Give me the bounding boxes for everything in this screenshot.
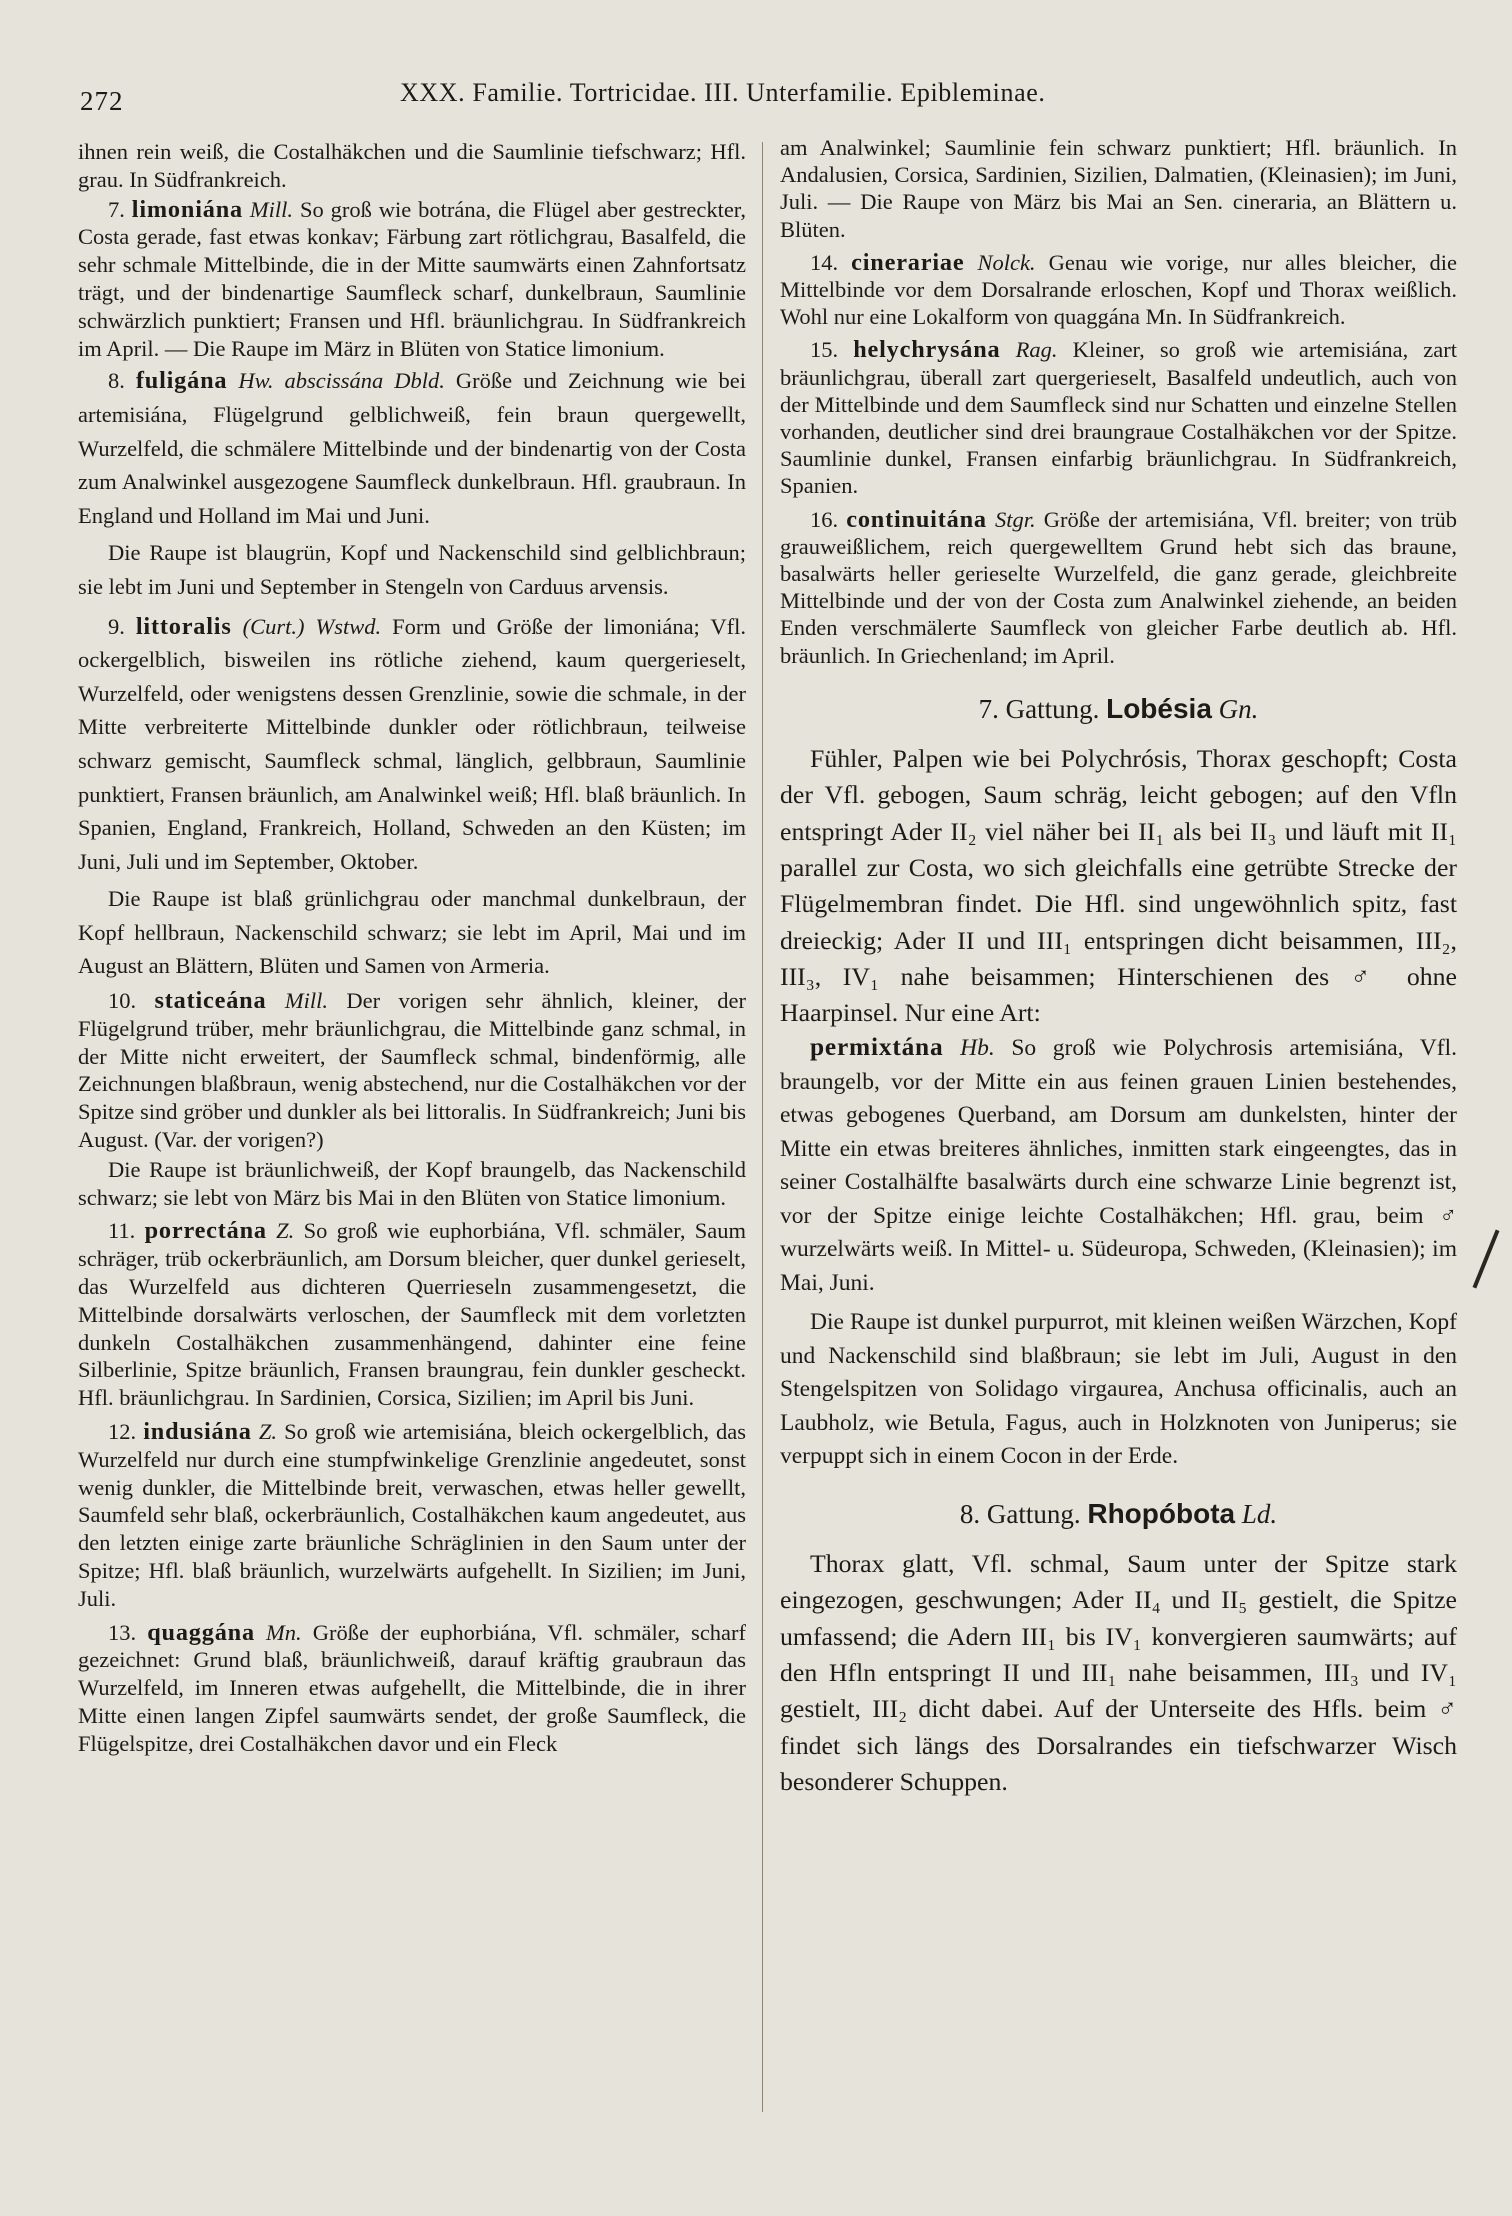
page-header: [80, 72, 1140, 118]
larva-paragraph: Die Raupe ist dunkel purpurrot, mit kleinen weißen Wärzchen, Kopf und Nackenschild sind blaßbraun; sie lebt im Juli, August in den Stengelspitzen von Solidago virgaurea, Anchusa officinalis, auch an Laubholz, wie Betula, Fagus, auch in Holzknoten von Juniperus; sie verpuppt sich in einem Cocon in der Erde.: [780, 1309, 1457, 1470]
left-column: [78, 138, 746, 2138]
species-name: quaggána: [147, 1618, 255, 1646]
species-name: cinerariae: [851, 248, 965, 276]
species-author: Hw. abscissána Dbld.: [238, 368, 445, 394]
entry-paragraph: ihnen rein weiß, die Costalhäkchen und die Saumlinie tiefschwarz; Hfl. grau. In Südfrankreich.: [78, 139, 746, 192]
species-name: continuitána: [846, 505, 987, 533]
species-author: Z.: [276, 1218, 295, 1244]
species-entry: 7. limoniána Mill. So groß wie botrána, die Flügel aber gestreckter, Costa gerade, fast etwas konkav; Färbung zart rötlichgrau, Basalfeld, die sehr schmale Mittelbinde, die in der Mitte saumwärts einen Zahnfortsatz trägt, und der bindenartige Saumfleck scharf, dunkelbraun, Saumlinie schwärzlich punktiert; Fransen und Hfl. bräunlichgrau. In Südfrankreich im April. — Die Raupe im März in Blüten von Statice limonium.: [78, 195, 746, 361]
species-author: Stgr.: [994, 506, 1036, 532]
species-entry: 15. helychrysána Rag. Kleiner, so groß wie artemisiána, zart bräunlichgrau, überall zart quergerieselt, Basalfeld undeutlich, auch von der Mittelbinde und dem Saumfleck sind nur Schatten und einzelne Stellen vorhanden, deutlicher sind drei braungraue Costalhäkchen vor der Spitze. Saumlinie dunkel, Fransen einfarbig bräunlichgrau. In Südfrankreich, Spanien.: [780, 336, 1457, 499]
right-column: [780, 134, 1457, 2134]
column-divider: [762, 142, 763, 2112]
species-name: indusiána: [143, 1418, 252, 1446]
species-author: Rag.: [1015, 337, 1058, 363]
genus-description: Fühler, Palpen wie bei Polychrósis, Thorax geschopft; Costa der Vfl. gebogen, Saum schräg, leicht gebogen; auf den Vfln entspringt Ader II₂ viel näher bei II₁ als bei II₃ und läuft mit II₁ parallel zur Costa, wo sich gleichfalls eine getrübte Strecke der Flügelmembran findet. Die Hfl. sind ungewöhnlich spitz, fast dreieckig; Ader II und III₁ entspringen dicht beisammen, III₂, III₃, IV₁ nahe beisammen; Hinterschienen des ♂ ohne Haarpinsel. Nur eine Art:: [780, 744, 1457, 1028]
genus-description: Thorax glatt, Vfl. schmal, Saum unter der Spitze stark eingezogen, geschwungen; Ader II₄ und II₅ gestielt, die Spitze umfassend; die Adern III₁ bis IV₁ konvergieren saumwärts; auf den Hfln entspringt II und III₁ nahe beisammen, III₃ und IV₁ gestielt, III₂ dicht dabei. Auf der Unterseite des Hfls. beim ♂ findet sich längs des Dorsalrandes ein tiefschwarzer Wisch besonderer Schuppen.: [780, 1549, 1457, 1796]
species-author: Mill.: [249, 196, 294, 222]
running-head: XXX. Familie. Tortricidae. III. Unterfamilie. Epibleminae.: [400, 78, 1046, 107]
species-entry: 8. fuligána Hw. abscissána Dbld. Größe und Zeichnung wie bei artemisiána, Flügelgrund gelblichweiß, fein braun quergewellt, Wurzelfeld, die schmälere Mittelbinde und der bindenartig von der Costa zum Analwinkel ausgezogene Saumfleck dunkelbraun. Hfl. graubraun. In England und Holland im Mai und Juni.: [78, 367, 746, 528]
species-entry: 13. quaggána Mn. Größe der euphorbiána, Vfl. schmäler, scharf gezeichnet: Grund blaß, bräunlichweiß, darauf kräftig graubraun das Wurzelfeld, im Inneren etwas aufgehellt, die Mittelbinde, die in ihrer Mitte einen langen Zipfel saumwärts sendet, der große Saumfleck, die Flügelspitze, drei Costalhäkchen davor und ein Fleck: [78, 1618, 746, 1756]
species-author: Mn.: [266, 1619, 302, 1645]
species-entry: permixtána Hb. So groß wie Polychrosis artemisiána, Vfl. braungelb, vor der Mitte ein aus feinen grauen Linien bestehendes, etwas gebogenes Querband, am Dorsum am dunkelsten, hinter der Mitte ein etwas breiteres ähnliches, inmitten stark eingeengtes, das in seiner Costalhälfte basalwärts durch eine schwarze Linie begrenzt ist, vor der Spitze einige leichte Costalhäkchen; Hfl. grau, beim ♂ wurzelwärts weiß. In Mittel- u. Südeuropa, Schweden, (Kleinasien); im Mai, Juni.: [780, 1033, 1457, 1296]
species-entry: 12. indusiána Z. So groß wie artemisiána, bleich ockergelblich, das Wurzelfeld nur durch eine stumpfwinkelige Grenzlinie angedeutet, sonst wenig dunkler, die Mittelbinde breit, verwaschen, etwas heller gewellt, Saumfeld sehr blaß, ockerbräunlich, Costalhäkchen kaum angedeutet, aus den letzten einige zarte bräunliche Schräglinien in den Saum unter der Spitze; Hfl. blaß bräunlich, wurzelwärts aufgehellt. In Sizilien; im Juni, Juli.: [78, 1418, 746, 1611]
species-author: Hb.: [960, 1035, 995, 1062]
larva-paragraph: Die Raupe ist blaugrün, Kopf und Nackenschild sind gelblichbraun; sie lebt im Juni und September in Stengeln von Carduus arvensis.: [78, 540, 746, 599]
genus-name: Lobésia: [1106, 692, 1212, 724]
page-number: 272: [80, 86, 124, 116]
species-entry: 10. staticeána Mill. Der vorigen sehr ähnlich, kleiner, der Flügelgrund trüber, mehr bräunlichgrau, die Mittelbinde ganz schmal, in der Mitte nicht erweitert, der Saumfleck schmal, bindenförmig, alle Zeichnungen blaßbraun, wenig abstechend, nur die Costalhäkchen vor der Spitze sind gröber und dunkler als bei littoralis. In Südfrankreich; Juni bis August. (Var. der vorigen?): [78, 987, 746, 1153]
species-author: Nolck.: [977, 249, 1036, 275]
species-entry: 16. continuitána Stgr. Größe der artemisiána, Vfl. breiter; von trüb grauweißlichem, reich quergewelltem Grund hebt sich das braune, basalwärts heller gerieselte Wurzelfeld, die ganz gerade, gleichbreite Mittelbinde und der von der Costa zum Analwinkel ziehende, an beiden Enden verschmälerte Saumfleck von gleicher Farbe deutlich ab. Hfl. bräunlich. In Griechenland; im April.: [780, 505, 1457, 668]
genus-name: Rhopóbota: [1087, 1497, 1236, 1529]
species-name: helychrysána: [853, 336, 1001, 364]
species-author: (Curt.) Wstwd.: [242, 613, 382, 639]
species-author: Z.: [258, 1419, 277, 1445]
species-name: littoralis: [135, 612, 232, 640]
species-author: Mill.: [284, 988, 328, 1014]
species-name: porrectána: [144, 1217, 267, 1245]
species-entry: 14. cinerariae Nolck. Genau wie vorige, nur alles bleicher, die Mittelbinde vor dem Dorsalrande erloschen, Kopf und Thorax weißlich. Wohl nur eine Lokalform von quaggána Mn. In Südfrankreich.: [780, 248, 1457, 330]
genus-heading: 8. Gattung. Rhopóbota Ld.: [959, 1497, 1278, 1529]
genus-heading: 7. Gattung. Lobésia Gn.: [978, 692, 1259, 724]
entry-paragraph: am Analwinkel; Saumlinie fein schwarz punktiert; Hfl. bräunlich. In Andalusien, Corsica, Sardinien, Sizilien, Dalmatien, (Kleinasien); im Juni, Juli. — Die Raupe von März bis Mai an Sen. cineraria, an Blättern u. Blüten.: [780, 135, 1457, 242]
larva-paragraph: Die Raupe ist bräunlichweiß, der Kopf braungelb, das Nackenschild schwarz; sie lebt von März bis Mai in den Blüten von Statice limonium.: [78, 1156, 746, 1210]
species-entry: 11. porrectána Z. So groß wie euphorbiána, Vfl. schmäler, Saum schräger, trüb ockerbräunlich, am Dorsum bleicher, quer dunkel gerieselt, das Wurzelfeld aus dichteren Querrieseln zusammengesetzt, die Mittelbinde dorsalwärts verloschen, der Saumfleck mit dem vorletzten dunkeln Costalhäkchen zusammenhängend, dahinter eine feine Silberlinie, Spitze bräunlich, Fransen braungrau, fein dunkler gescheckt. Hfl. bräunlichgrau. In Sardinien, Corsica, Sizilien; im April bis Juni.: [78, 1217, 746, 1411]
species-name: staticeána: [154, 987, 267, 1015]
species-name: permixtána: [810, 1033, 944, 1062]
species-name: fuligána: [135, 367, 228, 395]
species-name: limoniána: [131, 195, 243, 223]
larva-paragraph: Die Raupe ist blaß grünlichgrau oder manchmal dunkelbraun, der Kopf hellbraun, Nackenschild schwarz; sie lebt im April, Mai und im August an Blättern, Blüten und Samen von Armeria.: [78, 886, 746, 979]
species-entry: 9. littoralis (Curt.) Wstwd. Form und Größe der limoniána; Vfl. ockergelblich, bisweilen ins rötliche ziehend, kaum quergerieselt, Wurzelfeld, oder wenigstens dessen Grenzlinie, sowie die schmale, in der Mitte verbreiterte Mittelbinde dunkler oder rötlichbraun, teilweise schwarz gemischt, Saumfleck schmal, länglich, gelbbraun, Saumlinie punktiert, Fransen bräunlich, am Analwinkel weiß; Hfl. blaß bräunlich. In Spanien, England, Frankreich, Holland, Schweden an den Küsten; im Juni, Juli und im September, Oktober.: [78, 612, 746, 874]
margin-pen-mark: [1473, 1230, 1500, 1289]
